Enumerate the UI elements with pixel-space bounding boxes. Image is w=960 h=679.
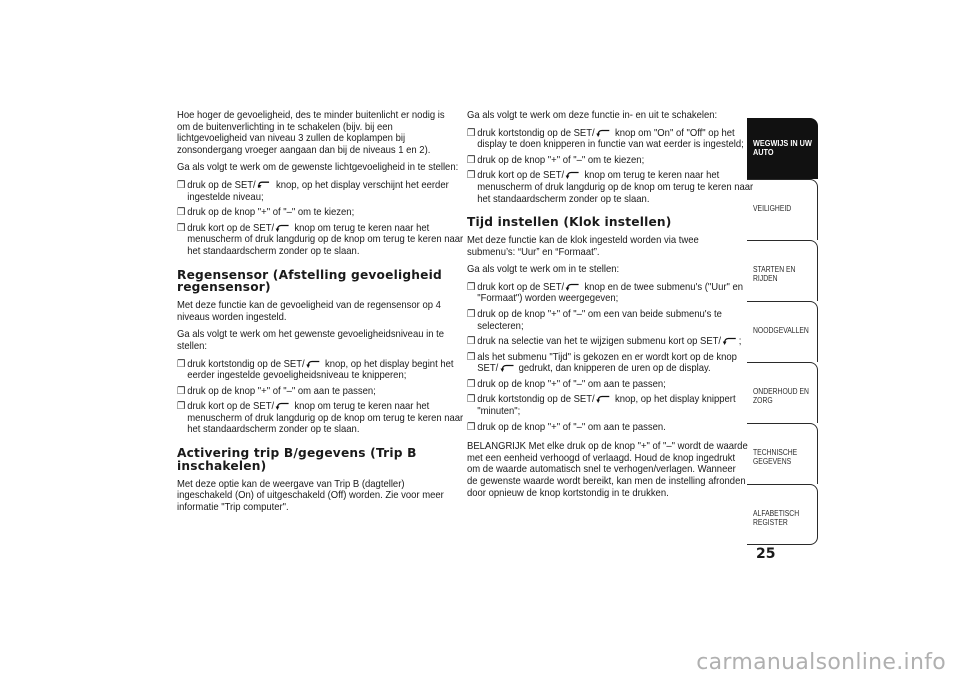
return-arrow-icon <box>276 224 290 232</box>
list-item: ❒ druk kortstondig op de SET/ knop, op het display begint het eerder ingestelde gevoeligheidsniveau te knipperen; <box>177 358 454 382</box>
bullet-icon: ❒ <box>467 394 476 406</box>
tab-starten-en-rijden[interactable]: STARTEN EN RIJDEN <box>747 240 818 301</box>
bullet-icon: ❒ <box>177 401 186 413</box>
tab-veiligheid[interactable]: VEILIGHEID <box>747 179 818 240</box>
paragraph: Met deze functie kan de gevoeligheid van de regensensor op 4 niveaus worden ingesteld. <box>177 300 441 323</box>
paragraph: Met deze functie kan de klok ingesteld worden via twee submenu’s: “Uur” en “Formaat”. <box>467 234 699 258</box>
bullet-icon: ❒ <box>467 421 476 433</box>
list-item: ❒ druk kort op de SET/ knop om terug te keren naar het menuscherm of druk langdurig op de knop om terug te keren naar het standaardscherm zonder op te slaan. <box>177 222 464 257</box>
paragraph: Met deze optie kan de weergave van Trip B (dagteller) ingeschakeld (On) of uitgeschakeld (Off) worden. Zie voor meer informatie "Trip computer". <box>177 478 444 513</box>
section-heading: Regensensor (Afstelling gevoeligheid regensensor) <box>177 267 442 295</box>
page-number: 25 <box>756 546 776 562</box>
list-item: ❒ druk op de knop "+" of "–" om een van beide submenu's te selecteren; <box>467 308 722 332</box>
paragraph: Ga als volgt te werk om het gewenste gevoeligheidsniveau in te stellen: <box>177 329 445 352</box>
return-arrow-icon <box>597 395 611 403</box>
list-item: ❒ druk op de knop "+" of "–" om aan te passen; <box>467 378 666 390</box>
chapter-tabs <box>747 118 818 545</box>
paragraph: Ga als volgt te werk om deze functie in- en uit te schakelen: <box>467 110 718 121</box>
return-arrow-icon <box>307 360 321 368</box>
return-arrow-icon <box>566 171 580 179</box>
tab-onderhoud-en-zorg[interactable]: ONDERHOUD EN ZORG <box>747 362 818 423</box>
section-heading: Activering trip B/gegevens (Trip B inschakelen) <box>177 446 417 473</box>
list-item: ❒ druk kort op de SET/ knop en de twee submenu's ("Uur" en "Formaat") worden weergegeven; <box>467 281 744 305</box>
paragraph: Ga als volgt te werk om de gewenste lichtgevoeligheid in te stellen: <box>177 162 459 174</box>
list-item: ❒ druk op de knop "+" of "–" om te kiezen; <box>177 207 355 219</box>
tab-noodgevallen[interactable]: NOODGEVALLEN <box>747 301 818 362</box>
tab-technische-gegevens[interactable]: TECHNISCHE GEGEVENS <box>747 423 818 484</box>
bullet-icon: ❒ <box>177 358 186 370</box>
list-item: ❒ als het submenu "Tijd" is gekozen en er wordt kort op de knop SET/ gedrukt, dan knipperen de uren op de display. <box>467 351 737 375</box>
list-item: ❒ druk kort op de SET/ knop om terug te keren naar het menuscherm of druk langdurig op de knop om terug te keren naar het standaardscherm zonder op te slaan. <box>177 401 464 436</box>
return-arrow-icon <box>723 337 737 345</box>
bullet-icon: ❒ <box>467 170 476 182</box>
list-item: ❒ druk kortstondig op de SET/ knop om "On" of "Off" op het display te doen knipperen in functie van wat eerder is ingesteld; <box>467 127 744 151</box>
return-arrow-icon <box>566 283 580 291</box>
tab-wegwijs[interactable]: WEGWIJS IN UW AUTO <box>747 118 818 179</box>
return-arrow-icon <box>597 129 611 137</box>
bullet-icon: ❒ <box>177 222 186 234</box>
bullet-icon: ❒ <box>467 154 476 166</box>
list-item: ❒ druk op de knop "+" of "–" om te kiezen; <box>467 154 645 166</box>
list-item: ❒ druk op de SET/ knop, op het display verschijnt het eerder ingestelde niveau; <box>177 179 449 203</box>
return-arrow-icon <box>276 402 290 410</box>
list-item: ❒ druk op de knop "+" of "–" om aan te passen. <box>467 421 666 433</box>
bullet-icon: ❒ <box>177 179 186 191</box>
bullet-icon: ❒ <box>467 378 476 390</box>
left-column <box>177 110 464 519</box>
right-column <box>467 110 754 505</box>
watermark: carmanualsonline.info <box>696 650 946 675</box>
bullet-icon: ❒ <box>467 281 476 293</box>
bullet-icon: ❒ <box>467 351 476 363</box>
return-arrow-icon <box>500 364 514 372</box>
bullet-icon: ❒ <box>177 385 186 397</box>
list-item: ❒ druk op de knop "+" of "–" om aan te passen; <box>177 385 376 397</box>
return-arrow-icon <box>258 181 272 189</box>
bullet-icon: ❒ <box>467 336 476 348</box>
bullet-icon: ❒ <box>467 308 476 320</box>
list-item: ❒ druk kort op de SET/ knop om terug te keren naar het menuscherm of druk langdurig op de knop om terug te keren naar het standaardscherm zonder op te slaan. <box>467 170 754 205</box>
tab-alfabetisch-register[interactable]: ALFABETISCH REGISTER <box>747 484 818 545</box>
paragraph: BELANGRIJK Met elke druk op de knop "+" of "–" wordt de waarde met een eenheid verhoogd of verlaagd. Houd de knop ingedrukt om de waarde automatisch snel te verhogen/verlagen. Wanneer de gewenste waarde wordt bereikt, kan men de instelling afronden door opnieuw de knop kortstondig in te drukken. <box>467 441 748 499</box>
bullet-icon: ❒ <box>177 207 186 219</box>
paragraph: Hoe hoger de gevoeligheid, des te minder buitenlicht er nodig is om de buitenverlichting in te schakelen (bijv. bij een lichtgevoeligheid van niveau 3 zullen de koplampen bij zonsondergang vroeger aangaan dan bij de niveaus 1 en 2). <box>177 110 445 156</box>
list-item: ❒ druk kortstondig op de SET/ knop, op het display knippert "minuten"; <box>467 394 736 418</box>
list-item: ❒ druk na selectie van het te wijzigen submenu kort op SET/ ; <box>467 336 742 348</box>
section-heading: Tijd instellen (Klok instellen) <box>467 215 672 230</box>
bullet-icon: ❒ <box>467 127 476 139</box>
paragraph: Ga als volgt te werk om in te stellen: <box>467 264 620 276</box>
